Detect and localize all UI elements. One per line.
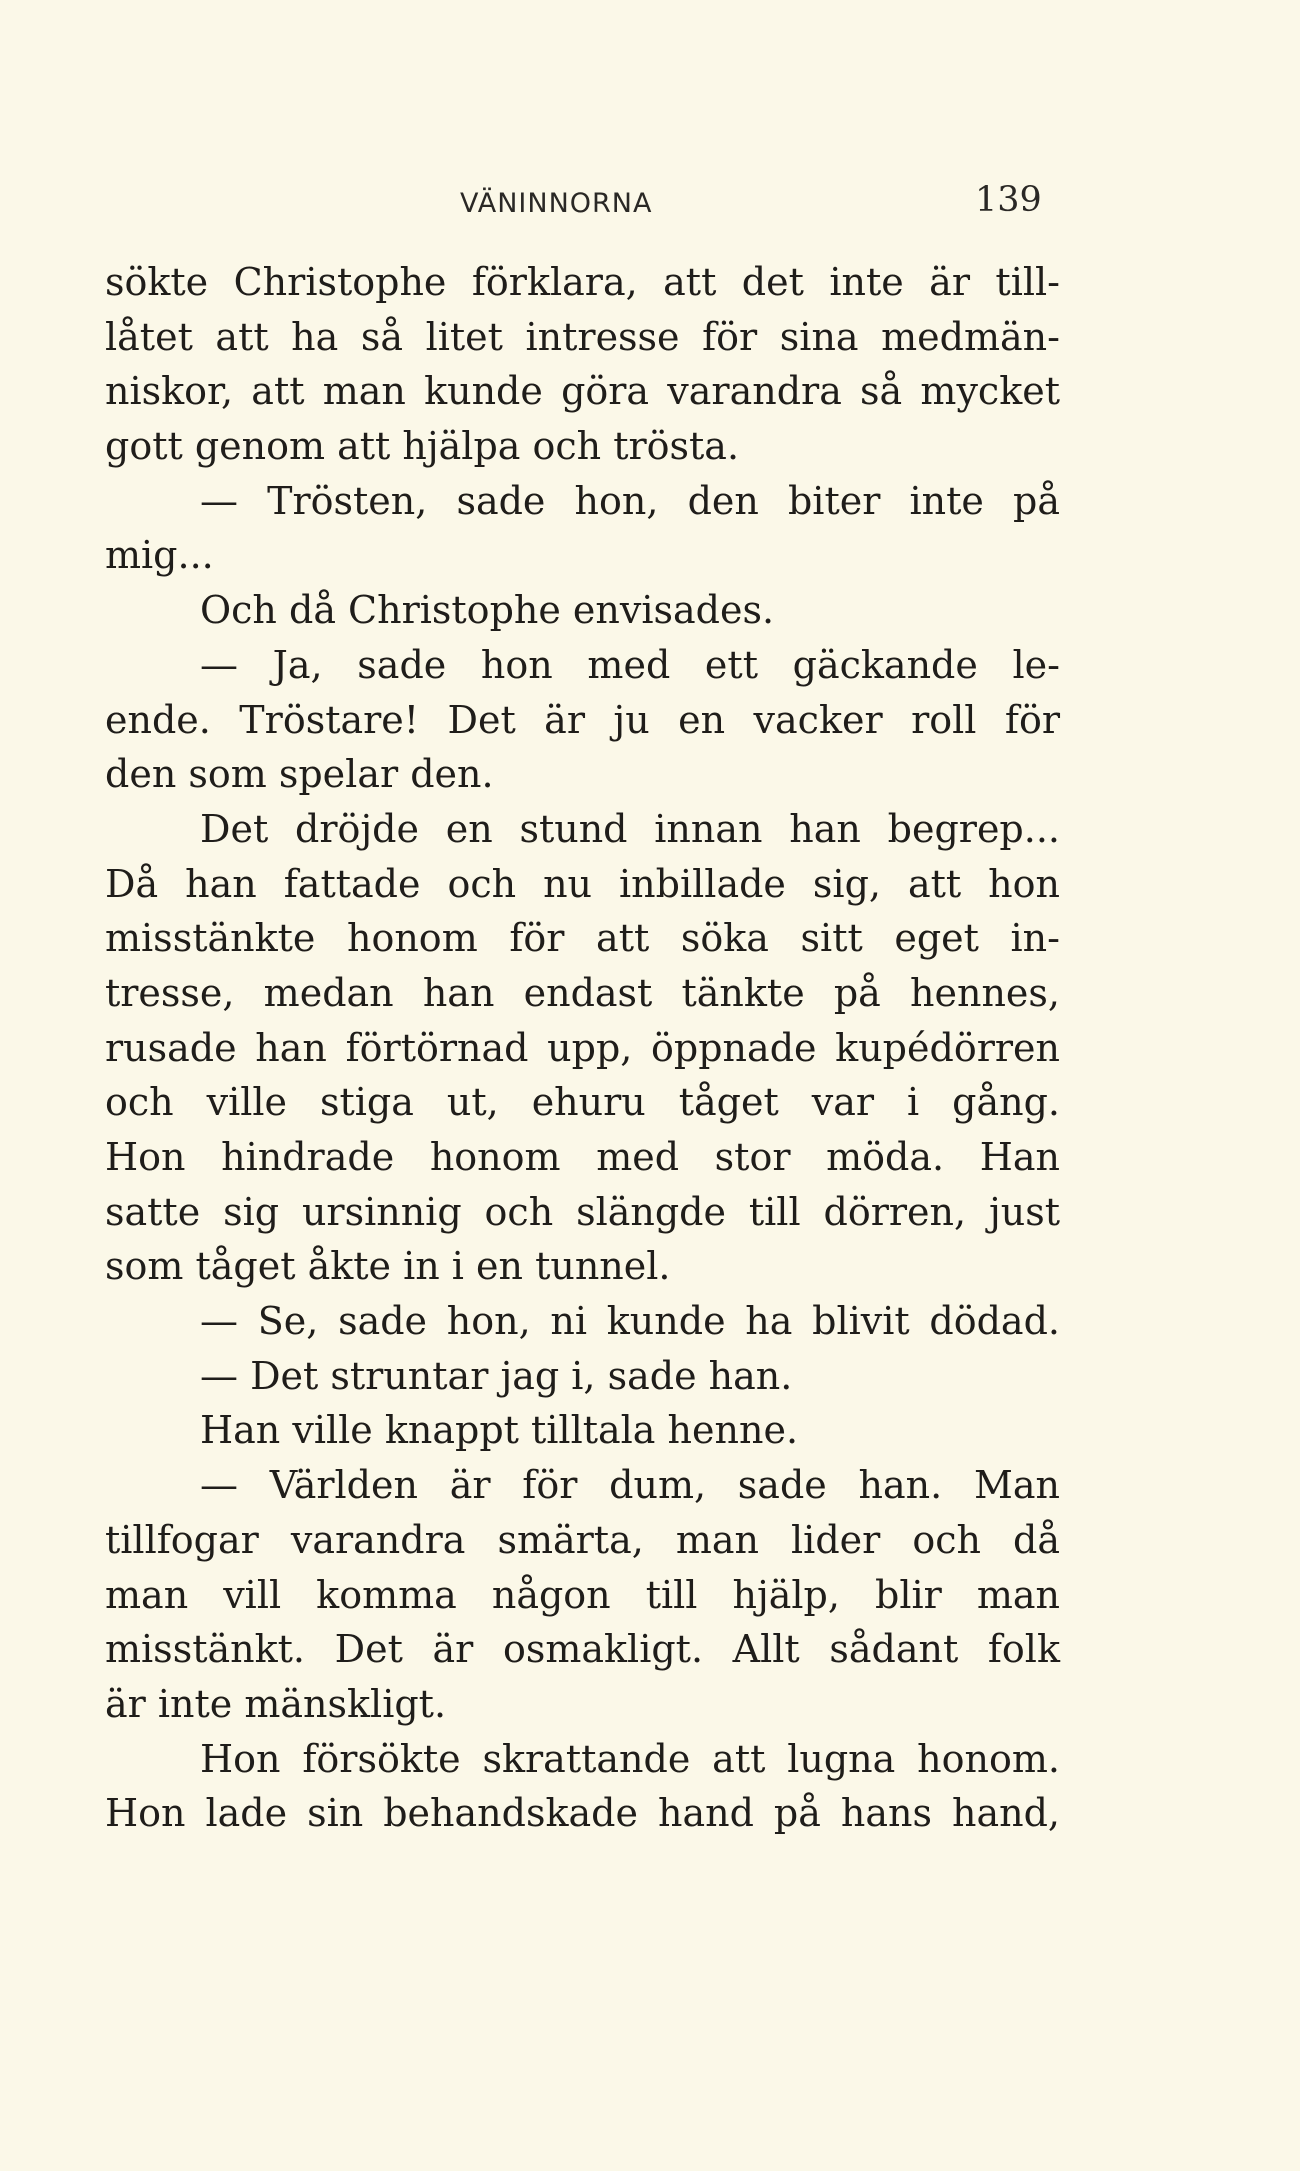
chapter-title: VÄNINNORNA (460, 188, 653, 219)
text-line: tresse, medan han endast tänkte på hennes, (105, 970, 1060, 1015)
dialogue-line: — Ja, sade hon med ett gäckande le- (200, 642, 1060, 687)
text-line: ende. Tröstare! Det är ju en vacker roll för (105, 697, 1060, 742)
text-line: som tåget åkte in i en tunnel. (105, 1244, 671, 1289)
paragraph-start: Det dröjde en stund innan han begrep... (200, 806, 1060, 851)
text-line: Hon lade sin behandskade hand på hans hand, (105, 1791, 1060, 1836)
running-header (0, 180, 1300, 230)
text-line: låtet att ha så litet intresse för sina medmän- (105, 314, 1060, 359)
text-line: mig... (105, 533, 214, 578)
dialogue-line: — Världen är för dum, sade han. Man (200, 1463, 1060, 1508)
text-line: Då han fattade och nu inbillade sig, att hon (105, 861, 1060, 906)
dialogue-line: — Se, sade hon, ni kunde ha blivit dödad. (200, 1299, 1060, 1344)
dialogue-line: — Trösten, sade hon, den biter inte på (200, 478, 1060, 523)
text-line: man vill komma någon till hjälp, blir man (105, 1572, 1060, 1617)
text-line: är inte mänskligt. (105, 1681, 447, 1726)
text-line: tillfogar varandra smärta, man lider och då (105, 1517, 1060, 1562)
text-line: Hon hindrade honom med stor möda. Han (105, 1135, 1060, 1179)
page-number: 139 (975, 180, 1042, 220)
text-line: den som spelar den. (105, 752, 494, 797)
text-line: satte sig ursinnig och slängde till dörren, just (105, 1189, 1060, 1234)
dialogue-line: — Det struntar jag i, sade han. (200, 1353, 793, 1398)
text-line: gott genom att hjälpa och trösta. (105, 424, 740, 469)
paragraph-start: Hon försökte skrattande att lugna honom. (200, 1736, 1060, 1781)
text-line: niskor, att man kunde göra varandra så mycket (105, 369, 1060, 414)
text-line: och ville stiga ut, ehuru tåget var i gång. (105, 1080, 1060, 1125)
text-line: misstänkt. Det är osmakligt. Allt sådant folk (105, 1627, 1060, 1672)
paragraph-start: Han ville knappt tilltala henne. (200, 1408, 799, 1453)
text-line: misstänkte honom för att söka sitt eget in- (105, 916, 1060, 961)
text-line: sökte Christophe förklara, att det inte är till- (105, 260, 1060, 304)
body-text (105, 255, 1060, 1841)
text-line: rusade han förtörnad upp, öppnade kupédörren (105, 1025, 1060, 1070)
paragraph-start: Och då Christophe envisades. (200, 588, 775, 633)
